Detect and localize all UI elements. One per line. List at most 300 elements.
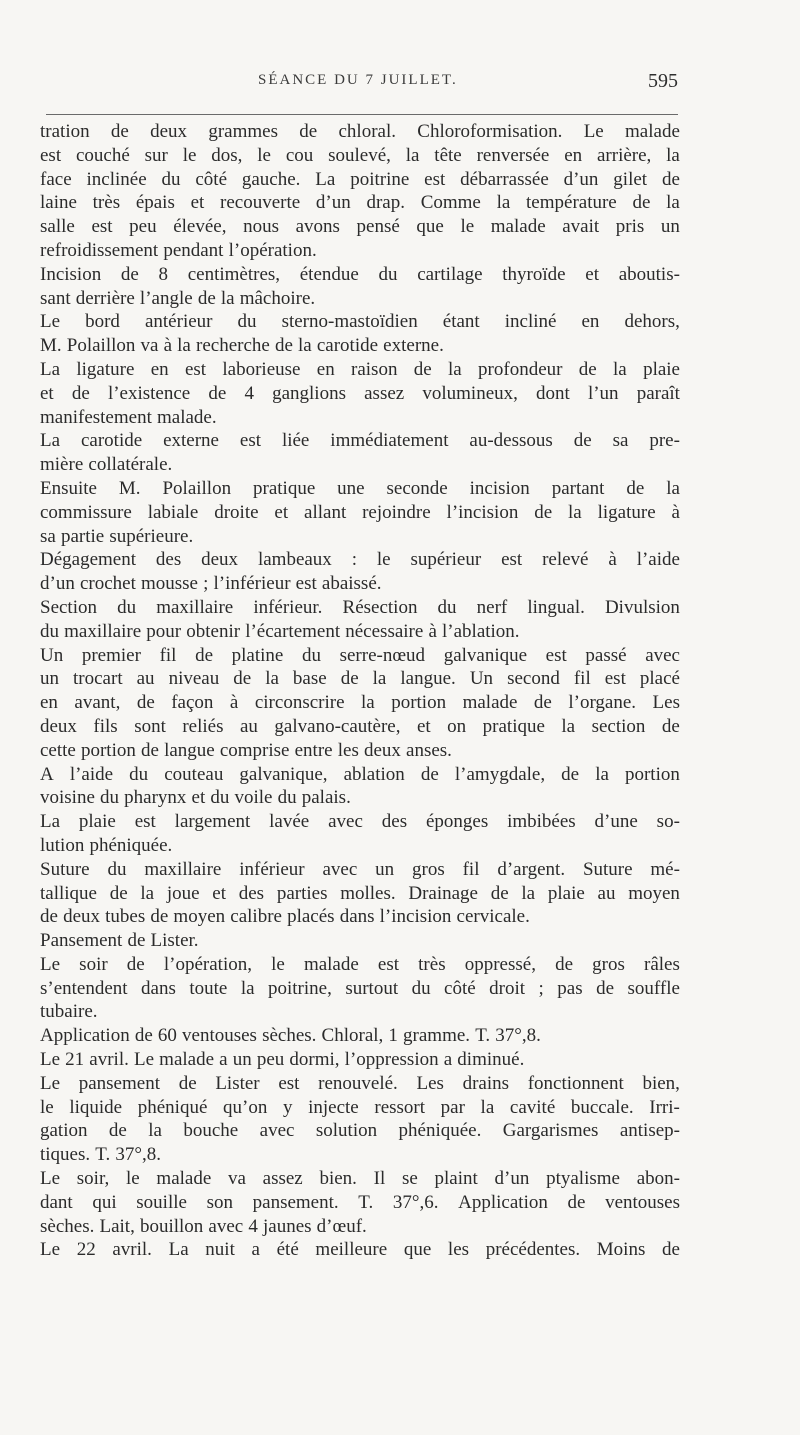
word: a <box>251 1239 260 1261</box>
word: portion <box>624 763 680 785</box>
word: malade <box>159 1049 215 1071</box>
word: au <box>240 715 258 737</box>
word: pratique <box>253 477 316 499</box>
word: à <box>428 620 437 642</box>
word: obtenir <box>186 620 241 642</box>
word: du <box>107 858 127 880</box>
word: y <box>282 1096 293 1118</box>
text-line <box>40 715 680 739</box>
word: le <box>125 1168 140 1190</box>
word: d’un <box>494 1168 530 1190</box>
word: la <box>448 358 462 380</box>
word: cervicale. <box>456 906 530 928</box>
word: renversée <box>476 144 550 166</box>
word: l’écartement <box>245 620 341 642</box>
word: de <box>596 977 615 999</box>
word: calibre <box>230 906 282 928</box>
word: du <box>378 263 398 285</box>
word: incision <box>469 477 530 499</box>
text-line <box>40 763 680 787</box>
word: de <box>340 668 359 690</box>
word: liée <box>281 430 310 452</box>
word: côté <box>444 977 476 999</box>
word: l’incision <box>446 501 519 523</box>
word: base <box>292 668 327 690</box>
word: dans <box>339 906 375 928</box>
word: la <box>666 477 680 499</box>
word: renouvelé. <box>318 1072 398 1094</box>
word: fil <box>462 858 480 880</box>
word: râles <box>644 953 680 975</box>
word: mière <box>40 454 84 476</box>
word: toute <box>189 977 228 999</box>
word: bouillon <box>139 1215 204 1237</box>
word: langue <box>164 739 215 761</box>
word: étant <box>442 311 480 333</box>
word: de <box>420 763 439 785</box>
text-line <box>40 739 680 763</box>
word: d’un <box>40 573 75 595</box>
word: la <box>148 1120 162 1142</box>
word: que <box>403 1239 432 1261</box>
word: surtout <box>345 977 399 999</box>
word: carotide <box>80 430 143 452</box>
word: Le <box>40 1072 61 1094</box>
word: Lister <box>215 1072 260 1094</box>
word: plaie <box>547 882 585 904</box>
word: dans <box>141 977 176 999</box>
word: la <box>298 335 312 357</box>
word: gilet <box>613 168 648 190</box>
word: commissure <box>40 501 132 523</box>
word: de <box>110 121 129 142</box>
word: centimètres, <box>187 263 281 285</box>
word: Les <box>652 692 680 714</box>
text-line <box>40 191 680 215</box>
word: galvanique <box>443 644 528 666</box>
word: La <box>168 1239 189 1261</box>
word: est <box>424 168 446 190</box>
text-line <box>40 1143 680 1167</box>
word: 37°,8. <box>115 1144 161 1166</box>
word: ventouses <box>605 1191 680 1213</box>
word: chloral. <box>338 121 396 142</box>
word: galvano-cautère, <box>274 715 401 737</box>
word: avec <box>328 811 363 833</box>
word: externe. <box>383 335 444 357</box>
word: recherche <box>196 335 270 357</box>
word: recouverte <box>220 192 301 214</box>
word: molles. <box>340 882 396 904</box>
word: de <box>150 906 169 928</box>
word: 4 <box>248 1215 258 1237</box>
word: La <box>40 430 61 452</box>
word: drap. <box>366 192 405 214</box>
word: et <box>191 787 206 809</box>
word: et <box>190 192 205 214</box>
word: à <box>163 335 173 357</box>
word: arrière, <box>596 144 652 166</box>
word: cou <box>285 144 314 166</box>
word: dormi, <box>289 1049 340 1071</box>
word: du <box>100 787 120 809</box>
text-line <box>40 1238 680 1262</box>
word: pris <box>615 216 645 238</box>
text-line <box>40 596 680 620</box>
word: placé <box>639 668 680 690</box>
word: à <box>229 692 239 714</box>
word: premier <box>81 644 141 666</box>
word: laborieuse <box>222 358 301 380</box>
word: du <box>161 168 181 190</box>
word: volumineux, <box>422 382 518 404</box>
word: Le <box>40 1239 61 1261</box>
word: peu <box>129 216 157 238</box>
word: cavité <box>509 1096 556 1118</box>
word: la <box>521 882 536 904</box>
word: et <box>40 382 54 404</box>
word: la <box>372 668 387 690</box>
word: ; <box>538 977 544 999</box>
word: de <box>40 906 58 928</box>
word: 1 <box>388 1025 398 1047</box>
word: assez <box>364 382 405 404</box>
word: Polaillon <box>66 335 136 357</box>
word: nous <box>243 216 279 238</box>
word: au <box>136 668 155 690</box>
word: des <box>155 549 182 571</box>
word: la <box>265 668 279 690</box>
word: malade <box>490 216 546 238</box>
word: se <box>401 1168 418 1190</box>
word: gramme. <box>403 1025 471 1047</box>
word: fil <box>159 644 177 666</box>
word: second <box>507 668 560 690</box>
word: refroidissement <box>40 239 159 261</box>
word: soir, <box>76 1168 110 1190</box>
text-line <box>40 1119 680 1143</box>
word: avec <box>208 1215 244 1237</box>
word: Application <box>40 1025 130 1047</box>
word: est <box>501 549 523 571</box>
word: de <box>109 882 128 904</box>
word: plaie <box>643 358 680 380</box>
word: 37°,6. <box>392 1191 439 1213</box>
word: les <box>337 739 359 761</box>
word: a <box>443 1049 453 1071</box>
word: de <box>274 335 293 357</box>
word: Le <box>40 953 61 975</box>
word: inférieur. <box>253 596 323 618</box>
text-line <box>40 406 680 430</box>
word: Un <box>469 668 494 690</box>
text-line <box>40 905 680 929</box>
word: cartilage <box>417 263 483 285</box>
word: sa <box>40 525 56 547</box>
text-line <box>40 1072 680 1096</box>
word: so- <box>656 811 680 833</box>
word: avec <box>645 644 680 666</box>
word: Pansement <box>40 930 123 952</box>
word: en <box>316 358 335 380</box>
word: de <box>533 692 552 714</box>
text-line <box>40 310 680 334</box>
word: pratique <box>482 715 545 737</box>
word: A <box>40 763 54 785</box>
text-line <box>40 810 680 834</box>
word: va <box>140 335 159 357</box>
text-line <box>40 858 680 882</box>
word: sèches. <box>262 1025 317 1047</box>
text-line <box>40 144 680 168</box>
word: antérieur <box>144 311 213 333</box>
word: lambeaux <box>257 549 332 571</box>
word: avons <box>295 216 340 238</box>
text-line <box>40 429 680 453</box>
word: de <box>299 121 318 142</box>
text-line <box>40 667 680 691</box>
word: souille <box>136 1191 187 1213</box>
word: de <box>578 358 597 380</box>
word: reliés <box>182 715 224 737</box>
word: la <box>496 192 511 214</box>
word: l’opération. <box>228 239 317 261</box>
word: de <box>141 739 159 761</box>
word: tration <box>40 121 90 142</box>
word: nécessaire <box>345 620 424 642</box>
word: de <box>490 882 509 904</box>
word: 21 <box>65 1049 85 1071</box>
word: Le <box>134 1049 155 1071</box>
text-line <box>40 239 680 263</box>
word: de <box>120 263 139 285</box>
word: deux <box>150 121 188 142</box>
word: malade <box>625 121 680 142</box>
word: oppressé, <box>464 953 536 975</box>
word: largement <box>174 811 251 833</box>
word: cette <box>40 739 76 761</box>
word: la <box>361 692 375 714</box>
word: jaunes <box>262 1215 312 1237</box>
word: deux <box>363 739 401 761</box>
word: trocart <box>73 668 123 690</box>
word: l’existence <box>107 382 191 404</box>
word: du <box>437 596 457 618</box>
word: profondeur <box>478 358 563 380</box>
word: crochet <box>79 573 136 595</box>
word: en <box>581 311 600 333</box>
word: la <box>220 287 235 309</box>
word: l’incision <box>379 906 452 928</box>
word: la <box>240 977 255 999</box>
word: Incision <box>40 263 102 285</box>
word: gauche. <box>241 168 301 190</box>
word: de <box>632 192 651 214</box>
word: lingual. <box>527 596 585 618</box>
word: l’amygdale, <box>454 763 546 785</box>
word: bouche <box>183 1120 239 1142</box>
word: laine <box>40 192 77 214</box>
word: poitrine <box>350 168 410 190</box>
word: mé- <box>650 858 680 880</box>
word: Lister. <box>150 930 199 952</box>
word: la <box>568 501 582 523</box>
word: que <box>416 216 444 238</box>
word: paraît <box>636 382 680 404</box>
word: buccale. <box>570 1096 634 1118</box>
word: Application <box>458 1191 548 1213</box>
word: tête <box>434 144 462 166</box>
word: poitrine, <box>268 977 332 999</box>
word: ganglions <box>272 382 346 404</box>
text-line <box>40 1215 680 1239</box>
word: de <box>134 1025 153 1047</box>
word: tubaire. <box>40 1001 98 1023</box>
word: 22 <box>76 1239 96 1261</box>
text-line <box>40 834 680 858</box>
word: anses. <box>406 739 452 761</box>
word: Ensuite <box>40 477 97 499</box>
word: labiale <box>147 501 199 523</box>
word: à <box>671 501 680 523</box>
word: sterno-mastoïdien <box>281 311 418 333</box>
page-header <box>40 72 678 102</box>
word: serre-nœud <box>339 644 426 666</box>
word: des <box>381 811 408 833</box>
text-line <box>40 572 680 596</box>
word: précédentes. <box>485 1239 581 1261</box>
word: sont <box>134 715 166 737</box>
word: plaint <box>434 1168 478 1190</box>
word: phéniquée. <box>89 834 173 856</box>
word: derrière <box>75 287 135 309</box>
word: partie <box>60 525 105 547</box>
word: façon <box>171 692 214 714</box>
word: carotide <box>316 335 379 357</box>
word: de <box>413 358 432 380</box>
word: tiques. <box>40 1144 91 1166</box>
word: 8 <box>158 263 169 285</box>
text-line <box>40 953 680 977</box>
word: du <box>277 787 297 809</box>
text-line <box>40 786 680 810</box>
word: aboutis- <box>618 263 680 285</box>
text-line <box>40 263 680 287</box>
word: du <box>40 620 59 642</box>
word: maxillaire <box>64 620 142 642</box>
word: supérieure. <box>109 525 194 547</box>
word: la <box>595 763 609 785</box>
word: de <box>662 1239 680 1261</box>
word: palais. <box>301 787 351 809</box>
word: de <box>71 382 90 404</box>
text-line <box>40 168 680 192</box>
word: de <box>534 501 553 523</box>
word: d’œuf. <box>316 1215 367 1237</box>
text-line <box>40 1048 680 1072</box>
word: un <box>660 216 680 238</box>
word: en <box>40 692 58 714</box>
word: le <box>271 953 285 975</box>
header-rule <box>46 114 678 115</box>
word: est <box>295 573 317 595</box>
word: et <box>416 715 431 737</box>
word: malade <box>156 1168 212 1190</box>
word: Dégagement <box>40 549 137 571</box>
word: collatérale. <box>88 454 173 476</box>
word: qu’on <box>223 1096 268 1118</box>
word: le <box>257 144 271 166</box>
word: de <box>626 477 645 499</box>
word: du <box>411 977 431 999</box>
word: La <box>40 358 61 380</box>
word: placés <box>287 906 335 928</box>
word: imbibées <box>507 811 576 833</box>
word: un <box>232 1049 252 1071</box>
word: niveau <box>168 668 220 690</box>
word: grammes <box>208 121 278 142</box>
word: l’aide <box>69 763 114 785</box>
word: le <box>40 1096 54 1118</box>
word: son <box>206 1191 233 1213</box>
word: avec <box>322 858 358 880</box>
word: pansement. <box>252 1191 339 1213</box>
word: galvanique, <box>239 763 328 785</box>
word: la <box>140 882 155 904</box>
word: côté <box>195 168 228 190</box>
word: de <box>208 382 227 404</box>
word: l’organe. <box>568 692 637 714</box>
word: entre <box>294 739 333 761</box>
running-head: SÉANCE DU 7 JUILLET. <box>258 72 458 88</box>
word: s’entendent <box>40 977 128 999</box>
word: peu <box>256 1049 285 1071</box>
word: élevée, <box>173 216 227 238</box>
word: la <box>613 358 627 380</box>
word: 60 <box>157 1025 177 1047</box>
word: bien, <box>642 1072 680 1094</box>
text-line <box>40 1096 680 1120</box>
word: deux <box>40 715 77 737</box>
word: Chloral, <box>321 1025 384 1047</box>
word: de <box>573 430 592 452</box>
word: Le <box>40 311 61 333</box>
word: l’inférieur <box>213 573 291 595</box>
word: bord <box>85 311 120 333</box>
word: pharynx <box>124 787 187 809</box>
word: T. <box>475 1025 491 1047</box>
word: fil <box>573 668 591 690</box>
word: dant <box>40 1191 73 1213</box>
word: la <box>666 192 680 214</box>
word: pendant <box>163 239 224 261</box>
word: du <box>129 763 149 785</box>
word: inférieur <box>239 858 305 880</box>
word: raison <box>351 358 398 380</box>
word: droite <box>214 501 259 523</box>
word: moyen <box>628 882 680 904</box>
page-number: 595 <box>648 70 678 92</box>
word: droit <box>489 977 526 999</box>
word: d’une <box>594 811 638 833</box>
text-line <box>40 287 680 311</box>
word: abaissé. <box>321 573 382 595</box>
text-line <box>40 334 680 358</box>
word: maxillaire <box>144 858 222 880</box>
word: en <box>150 358 169 380</box>
word: sa <box>612 430 629 452</box>
word: est <box>377 953 400 975</box>
